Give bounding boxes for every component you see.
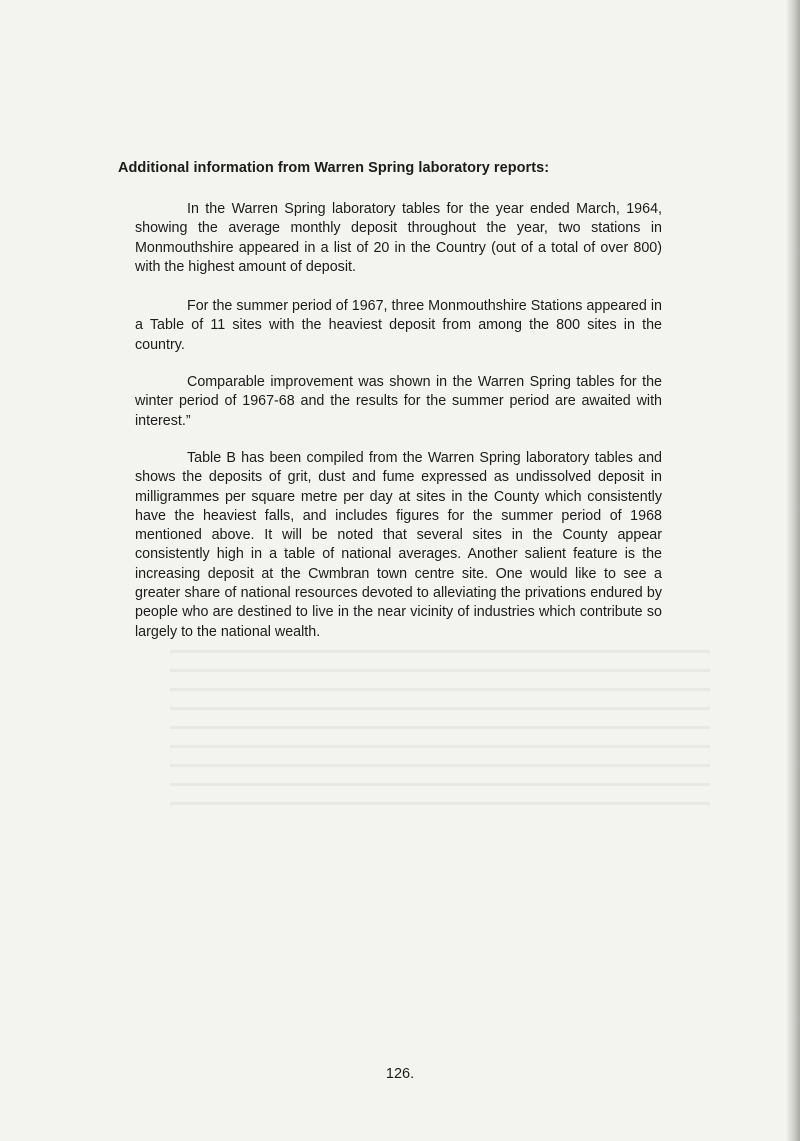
paragraph-4-text: Table B has been compiled from the Warren Spring laboratory tables and shows the deposits of grit, dust and fume expressed as undissolved deposit in milligrammes per square metre per day at sites in the County which consistently have the heaviest falls, and includes figures for the summer period of 1968 mentioned above. It will be noted that several sites in the County appear consistently high in a table of national averages. Another salient feature is the increasing deposit at the Cwmbran town centre site. One would like to see a greater share of national resources devoted to alleviating the privations endured by people who are destined to live in the near vicinity of industries which contribute so largely to the national wealth. bbox=[135, 450, 662, 640]
paragraph-4 bbox=[135, 449, 662, 642]
paragraph-3 bbox=[135, 373, 662, 431]
page-edge-shadow bbox=[786, 0, 800, 1141]
paragraph-1 bbox=[135, 200, 662, 277]
section-heading: Additional information from Warren Spring laboratory reports: bbox=[118, 160, 550, 176]
paragraph-3-text: Comparable improvement was shown in the Warren Spring tables for the winter period of 1967-68 and the results for the summer period are awaited with interest.” bbox=[135, 374, 662, 429]
paragraph-1-text: In the Warren Spring laboratory tables for the year ended March, 1964, showing the average monthly deposit throughout the year, two stations in Monmouthshire appeared in a list of 20 in the Country (out of a total of over 800) with the highest amount of deposit. bbox=[135, 201, 662, 275]
bleed-through-text bbox=[170, 650, 710, 820]
page-number: 126. bbox=[385, 1066, 415, 1082]
paragraph-2 bbox=[135, 297, 662, 355]
paragraph-2-text: For the summer period of 1967, three Monmouthshire Stations appeared in a Table of 11 sites with the heaviest deposit from among the 800 sites in the country. bbox=[135, 298, 662, 353]
